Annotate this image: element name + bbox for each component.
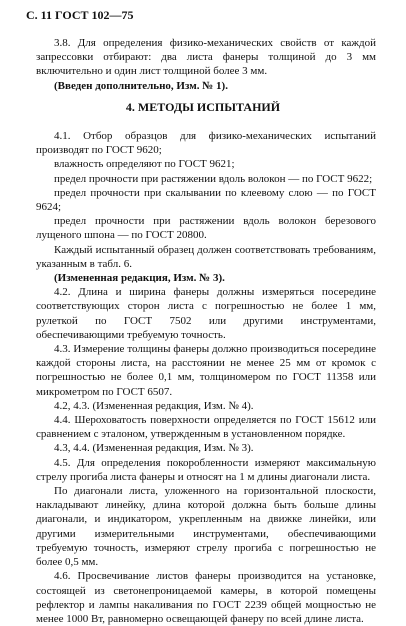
main-paragraph: предел прочности при скалывании по клеевому слою — по ГОСТ 9624;: [36, 186, 376, 214]
main-paragraph: 4.3. Измерение толщины фанеры должно производиться посередине каждой стороны листа, на расстоянии не менее 25 мм от кромок с погрешностью не более 0,1 мм, толщиномером по ГОСТ 11358 или микрометром по ГОСТ 6507.: [36, 343, 376, 398]
main-paragraph: предел прочности при растяжении вдоль волокон — по ГОСТ 9622;: [54, 172, 373, 185]
top-paragraph: 3.8. Для определения физико-механических свойств от каждой запрессовки отбирают: два листа фанеры толщиной до 3 мм включительно и один лист толщиной более 3 мм.: [36, 37, 376, 78]
main-paragraph: предел прочности при растяжении вдоль волокон березового лущеного шпона — по ГОСТ 20800.: [36, 215, 376, 242]
main-paragraph: 4.2, 4.3. (Измененная редакция, Изм. № 4).: [54, 399, 254, 412]
main-paragraph: Каждый испытанный образец должен соответствовать требованиям, указанным в табл. 6.: [36, 243, 376, 270]
main-paragraph: По диагонали листа, уложенного на горизонтальной плоскости, накладывают линейку, длина которой должна быть больше длины диагонали, и индикатором, укрепленным на движке линейки, или другими измерительными инструментами, обеспечивающими требуемую точность, измеряют стрелу прогиба с погрешностью не более 0,5 мм.: [36, 485, 376, 569]
main-paragraph: влажность определяют по ГОСТ 9621;: [54, 158, 235, 171]
main-paragraph: 4.5. Для определения покоробленности измеряют максимальную стрелу прогиба листа фанеры и относят на 1 м длины диагонали листа.: [36, 456, 376, 483]
main-paragraph: 4.4. Шероховатость поверхности определяется по ГОСТ 15612 или сравнением с эталоном, утвержденным в установленном порядке.: [36, 414, 376, 441]
main-paragraph: 4.1. Отбор образцов для физико-механических испытаний производят по ГОСТ 9620;: [36, 130, 376, 157]
top-paragraph: (Введен дополнительно, Изм. № 1).: [54, 79, 228, 92]
main-paragraph: 4.2. Длина и ширина фанеры должны измеряться посередине соответствующих сторон листа с погрешностью не более 1 мм, рулеткой по ГОСТ 7502 или другими инструментами, обеспечивающими требуемую точность.: [36, 286, 376, 341]
main-paragraph: 4.3, 4.4. (Измененная редакция, Изм. № 3).: [54, 442, 254, 455]
main-paragraph: (Измененная редакция, Изм. № 3).: [54, 272, 225, 285]
page-header: С. 11 ГОСТ 102—75: [26, 8, 134, 22]
intro-text: [36, 36, 376, 93]
section-title: 4. МЕТОДЫ ИСПЫТАНИЙ: [125, 100, 281, 114]
main-paragraph: 4.6. Просвечивание листов фанеры производится на установке, состоящей из светонепроницаемой камеры, в которой помещены рефлектор и лампы накаливания по ГОСТ 2239 общей мощностью не менее 1000 Вт, равномерно освещающей фанеру по всей длине листа.: [36, 570, 376, 625]
main-text: [36, 129, 376, 626]
